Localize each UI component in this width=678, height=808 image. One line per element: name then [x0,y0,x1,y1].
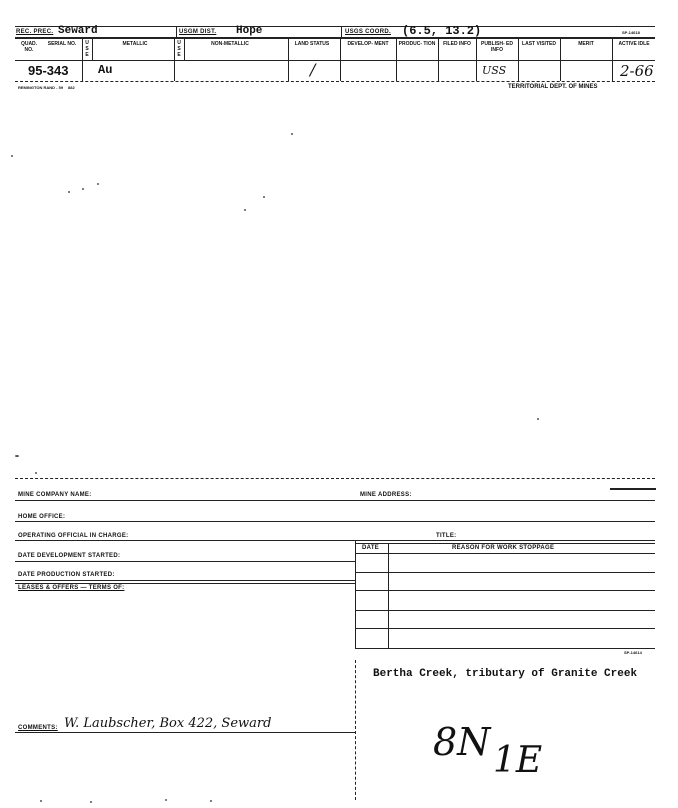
mine-address-label: MINE ADDRESS: [360,492,412,498]
col-merit: MERIT [578,41,594,47]
col-published-info: PUBLISH- ED INFO [481,41,513,53]
comments-value: W. Laubscher, Box 422, Seward [64,716,272,731]
quad-serial-value: 95-343 [28,63,69,78]
top-form-number: SP-14618 [622,30,640,35]
reason-col-header: REASON FOR WORK STOPPAGE [452,545,555,551]
col-non-metallic: NON-METALLIC [211,41,249,47]
usgm-dist-value: Hope [236,25,263,37]
rec-prec-label: REC. PREC. [16,29,54,35]
operating-official-label: OPERATING OFFICIAL IN CHARGE: [18,533,129,539]
usgs-coord-label: USGS COORD. [345,29,391,35]
col-last-visited: LAST VISITED [522,41,556,47]
leases-label: LEASES & OFFERS — TERMS OF: [18,585,125,591]
date-prod-started-label: DATE PRODUCTION STARTED: [18,572,115,578]
active-idle-value: 2-66 [620,62,654,80]
usgs-coord-value: (6.5, 13.2) [402,24,482,38]
col-serial-no: SERIAL NO. [47,41,77,47]
township-value: 8N [433,720,491,764]
published-info-value: USS [482,64,507,77]
col-production: PRODUC- TION [398,41,436,47]
range-value: 1E [493,740,543,781]
col-metallic: METALLIC [122,41,148,47]
comments-label: COMMENTS: [18,725,58,731]
col-active-idle: ACTIVE IDLE [618,41,650,47]
land-status-value: / [310,60,316,79]
date-col-header: DATE [362,545,380,551]
date-dev-started-label: DATE DEVELOPMENT STARTED: [18,553,121,559]
home-office-label: HOME OFFICE: [18,514,66,520]
bottom-form-number: SP-14614 [624,650,642,655]
remington-footer: REMINGTON RAND - 59 [18,85,64,90]
col-quad-no: QUAD. NO. [20,41,38,53]
territorial-footer: TERRITORIAL DEPT. OF MINES [508,84,598,90]
mine-company-name-label: MINE COMPANY NAME: [18,492,92,498]
rec-prec-value: Seward [58,25,98,37]
location-note: Bertha Creek, tributary of Granite Creek [373,668,638,680]
metallic-value: Au [98,63,113,77]
col-use: U S E [85,40,89,58]
col-use-2: U S E [177,40,181,58]
title-label: TITLE: [436,533,457,539]
footer-code: 882 [68,85,75,90]
col-land-status: LAND STATUS [294,41,330,47]
col-filed-info: FILED INFO [443,41,471,47]
col-development: DEVELOP- MENT [347,41,389,47]
usgm-dist-label: USGM DIST. [179,29,217,35]
